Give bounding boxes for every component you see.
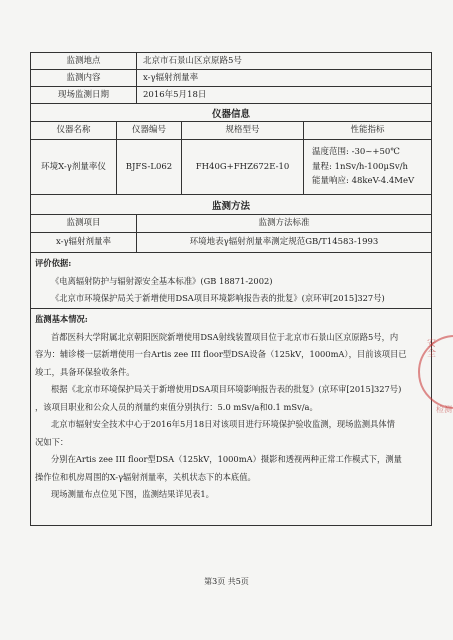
info-row-location [31,53,431,70]
basis-item: 《北京市环境保护局关于新增使用DSA项目环境影响报告表的批复》(京环审[2015]327号) [51,293,385,303]
page-footer: 第3页 共5页 [204,577,249,586]
info-row-date [31,87,431,104]
method-header-row [31,215,431,233]
paragraph-line: 操作位和机房周围的X-γ辐射剂量率，关机状态下的本底值。 [35,471,256,482]
section-title: 监测方法 [211,200,250,212]
method-standard: 环境地表γ辐射剂量率测定规范GB/T14583-1993 [136,233,431,252]
instrument-name: 环境X-γ剂量率仪 [41,161,106,172]
report-table [30,52,432,526]
basis-text [35,255,427,308]
info-value: 北京市石景山区京原路5号 [136,53,431,69]
paragraph-line: 首都医科大学附属北京朝阳医院新增使用DSA射线装置项目位于北京市石景山区京原路5号，内 [51,331,399,342]
spec-range: 量程: 1nSv/h-100μSv/h [312,161,408,172]
paragraph-line: 竣工，具备环保验收条件。 [35,366,135,377]
column-header: 仪器编号 [116,122,181,139]
instrument-model: FH40G+FHZ672E-10 [181,140,303,194]
method-data-row [31,233,431,253]
info-label: 现场监测日期 [57,89,109,100]
situation-section [35,311,427,504]
basis-item: 《电离辐射防护与辐射源安全基本标准》(GB 18871-2002) [51,275,273,286]
instrument-header-row [31,122,431,140]
method-item: x-γ辐射剂量率 [55,237,112,248]
info-value: x-γ辐射剂量率 [136,70,431,86]
instrument-data-row [31,140,431,195]
method-section-header [31,195,431,215]
paragraph-line: 现场测量布点位见下图，监测结果详见表1。 [51,489,214,499]
column-header: 监测项目 [66,218,101,229]
basis-section [31,253,431,309]
spec-energy: 能量响应: 48keV-4.4MeV [312,176,415,187]
info-label: 监测地点 [66,55,101,66]
basis-title: 评价依据: [35,258,72,268]
instrument-code: BJFS-L062 [116,140,181,194]
seal-text: 安全 [425,338,435,358]
paragraph-line: 北京市辐射安全技术中心于2016年5月18日对该项目进行环境保护验收监测，现场监测具体情 [51,419,395,429]
instrument-section-header [31,104,431,122]
info-label: 监测内容 [66,72,101,83]
paragraph-line: 容为：辅诊楼一层新增使用一台Artis zee III floor型DSA设备（125kV，1000mA），目前该项目已 [35,349,407,359]
spec-temperature: 温度范围: -30~+50℃ [312,147,400,158]
column-header: 仪器名称 [56,125,91,136]
situation-title: 监测基本情况: [35,314,88,324]
column-header: 性能指标 [303,122,431,139]
column-header: 规格型号 [181,122,303,139]
info-row-content [31,70,431,87]
instrument-specs [303,140,431,194]
seal-text: 检测 [436,405,452,414]
paragraph-line: 况如下： [35,436,69,447]
paragraph-line: 分别在Artis zee III floor型DSA（125kV，1000mA）摄影和透视两种正常工作模式下，测量 [51,454,402,464]
paragraph-line: 根据《北京市环境保护局关于新增使用DSA项目环境影响报告表的批复》(京环审[2015]327号) [51,384,402,394]
info-value: 2016年5月18日 [136,87,431,103]
section-title: 仪器信息 [211,108,250,120]
column-header: 监测方法标准 [136,215,431,232]
paragraph-line: ，该项目职业和公众人员的剂量约束值分别执行：5.0 mSv/a和0.1 mSv/a。 [35,401,318,412]
